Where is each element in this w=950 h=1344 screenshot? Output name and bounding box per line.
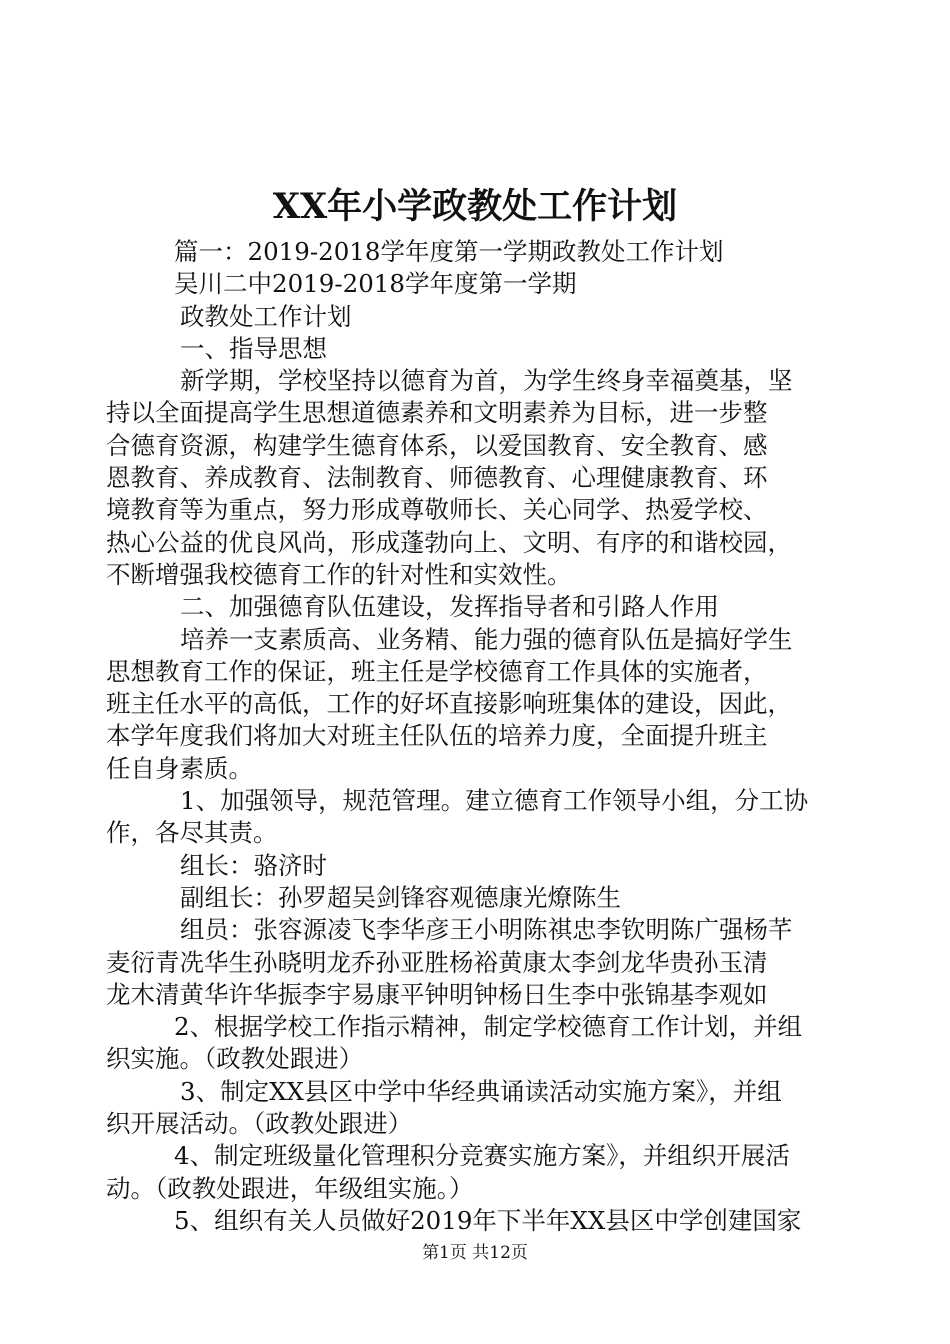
- section-heading: 二、加强德育队伍建设，发挥指导者和引路人作用: [180, 592, 719, 622]
- text-line: 3、制定XX县区中学中华经典诵读活动实施方案》，并组: [180, 1076, 782, 1106]
- text-line: 作，各尽其责。: [106, 818, 278, 848]
- text-line: 麦衍青冼华生孙晓明龙乔孙亚胜杨裕黄康太李剑龙华贵孙玉清: [106, 947, 768, 977]
- text-line: 恩教育、养成教育、法制教育、师德教育、心理健康教育、环: [106, 463, 768, 493]
- document-title: XX年小学政教处工作计划: [272, 186, 678, 227]
- text-line: 织实施。（政教处跟进）: [106, 1044, 364, 1074]
- section-heading: 一、指导思想: [180, 333, 327, 363]
- text-line: 2、根据学校工作指示精神，制定学校德育工作计划，并组: [174, 1012, 803, 1042]
- text-line: 持以全面提高学生思想道德素养和文明素养为目标，进一步整: [106, 398, 768, 428]
- text-line: 组员：张容源凌飞李华彦王小明陈祺忠李钦明陈广强杨芊: [180, 915, 793, 945]
- text-line: 篇一：2019-2018学年度第一学期政教处工作计划: [174, 237, 724, 266]
- text-line: 合德育资源，构建学生德育体系，以爱国教育、安全教育、感: [106, 430, 768, 460]
- text-line: 动。（政教处跟进，年级组实施。）: [106, 1173, 474, 1203]
- text-line: 组长：骆济时: [180, 850, 327, 880]
- text-line: 热心公益的优良风尚，形成蓬勃向上、文明、有序的和谐校园，: [106, 527, 792, 557]
- text-line: 新学期，学校坚持以德育为首，为学生终身幸福奠基，坚: [180, 366, 793, 396]
- text-line: 培养一支素质高、业务精、能力强的德育队伍是搞好学生: [180, 624, 793, 654]
- text-line: 思想教育工作的保证，班主任是学校德育工作具体的实施者，: [106, 656, 768, 686]
- text-line: 班主任水平的高低，工作的好坏直接影响班集体的建设，因此，: [106, 689, 792, 719]
- text-line: 任自身素质。: [106, 753, 253, 783]
- page-footer: 第1页 共12页: [422, 1243, 528, 1263]
- text-line: 1、加强领导，规范管理。建立德育工作领导小组，分工协: [180, 786, 809, 816]
- text-line: 不断增强我校德育工作的针对性和实效性。: [106, 559, 572, 589]
- text-line: 织开展活动。（政教处跟进）: [106, 1109, 413, 1139]
- text-line: 政教处工作计划: [180, 301, 352, 331]
- text-line: 吴川二中2019-2018学年度第一学期: [174, 269, 577, 299]
- text-line: 境教育等为重点，努力形成尊敬师长、关心同学、热爱学校、: [106, 495, 768, 525]
- text-line: 本学年度我们将加大对班主任队伍的培养力度，全面提升班主: [106, 721, 768, 751]
- text-line: 4、制定班级量化管理积分竞赛实施方案》，并组织开展活: [174, 1141, 790, 1171]
- document-body: [106, 236, 846, 1237]
- text-line: 5、组织有关人员做好2019年下半年XX县区中学创建国家: [174, 1205, 802, 1235]
- text-line: 龙木清黄华许华振李宇易康平钟明钟杨日生李中张锦基李观如: [106, 979, 768, 1009]
- text-line: 副组长：孙罗超吴剑锋容观德康光燎陈生: [180, 882, 621, 912]
